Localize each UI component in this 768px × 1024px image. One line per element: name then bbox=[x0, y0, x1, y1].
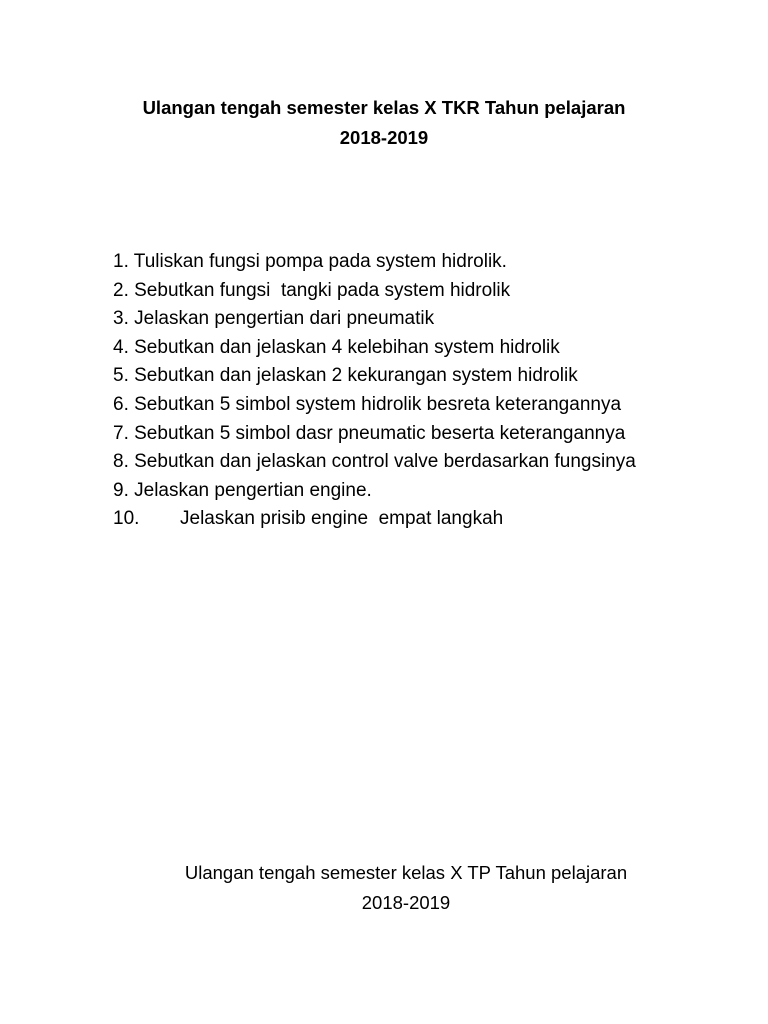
question-number: 9. bbox=[113, 479, 129, 501]
question-text: Jelaskan prisib engine empat langkah bbox=[180, 508, 504, 530]
question-number: 5. bbox=[113, 365, 129, 387]
question-number: 7. bbox=[113, 422, 129, 444]
question-number: 2. bbox=[113, 279, 129, 301]
document-footer bbox=[0, 858, 768, 918]
question-number: 6. bbox=[113, 393, 129, 415]
question-number: 8. bbox=[113, 451, 129, 473]
question-item bbox=[113, 305, 753, 334]
question-text: Sebutkan dan jelaskan 4 kelebihan system hidrolik bbox=[128, 336, 560, 358]
question-item bbox=[113, 448, 753, 477]
question-item bbox=[113, 420, 753, 449]
question-item bbox=[113, 334, 753, 363]
question-text: Sebutkan fungsi tangki pada system hidrolik bbox=[128, 279, 511, 301]
question-text: Sebutkan 5 simbol dasr pneumatic beserta keterangannya bbox=[128, 422, 626, 444]
footer-line-1: Ulangan tengah semester kelas X TP Tahun pelajaran bbox=[184, 862, 628, 883]
question-text: Sebutkan dan jelaskan control valve berdasarkan fungsinya bbox=[128, 451, 636, 473]
question-text: Jelaskan pengertian dari pneumatik bbox=[128, 308, 435, 330]
question-number: 3. bbox=[113, 308, 129, 330]
document-title bbox=[0, 93, 768, 153]
title-line-1: Ulangan tengah semester kelas X TKR Tahun pelajaran bbox=[142, 97, 626, 118]
question-number: 4. bbox=[113, 336, 129, 358]
question-item bbox=[113, 505, 753, 534]
footer-line-2: 2018-2019 bbox=[361, 892, 451, 913]
question-text: Jelaskan pengertian engine. bbox=[128, 479, 372, 501]
title-line-2: 2018-2019 bbox=[339, 127, 429, 148]
question-item bbox=[113, 391, 753, 420]
question-number: 10. bbox=[113, 508, 140, 530]
question-item bbox=[113, 362, 753, 391]
question-item bbox=[113, 248, 753, 277]
question-number: 1. bbox=[113, 251, 129, 272]
question-text: Sebutkan 5 simbol system hidrolik besreta keterangannya bbox=[128, 393, 622, 415]
question-text: Sebutkan dan jelaskan 2 kekurangan system hidrolik bbox=[128, 365, 578, 387]
question-list bbox=[113, 248, 753, 534]
question-text: Tuliskan fungsi pompa pada system hidrolik. bbox=[128, 251, 507, 272]
question-item bbox=[113, 477, 753, 506]
question-item bbox=[113, 277, 753, 306]
